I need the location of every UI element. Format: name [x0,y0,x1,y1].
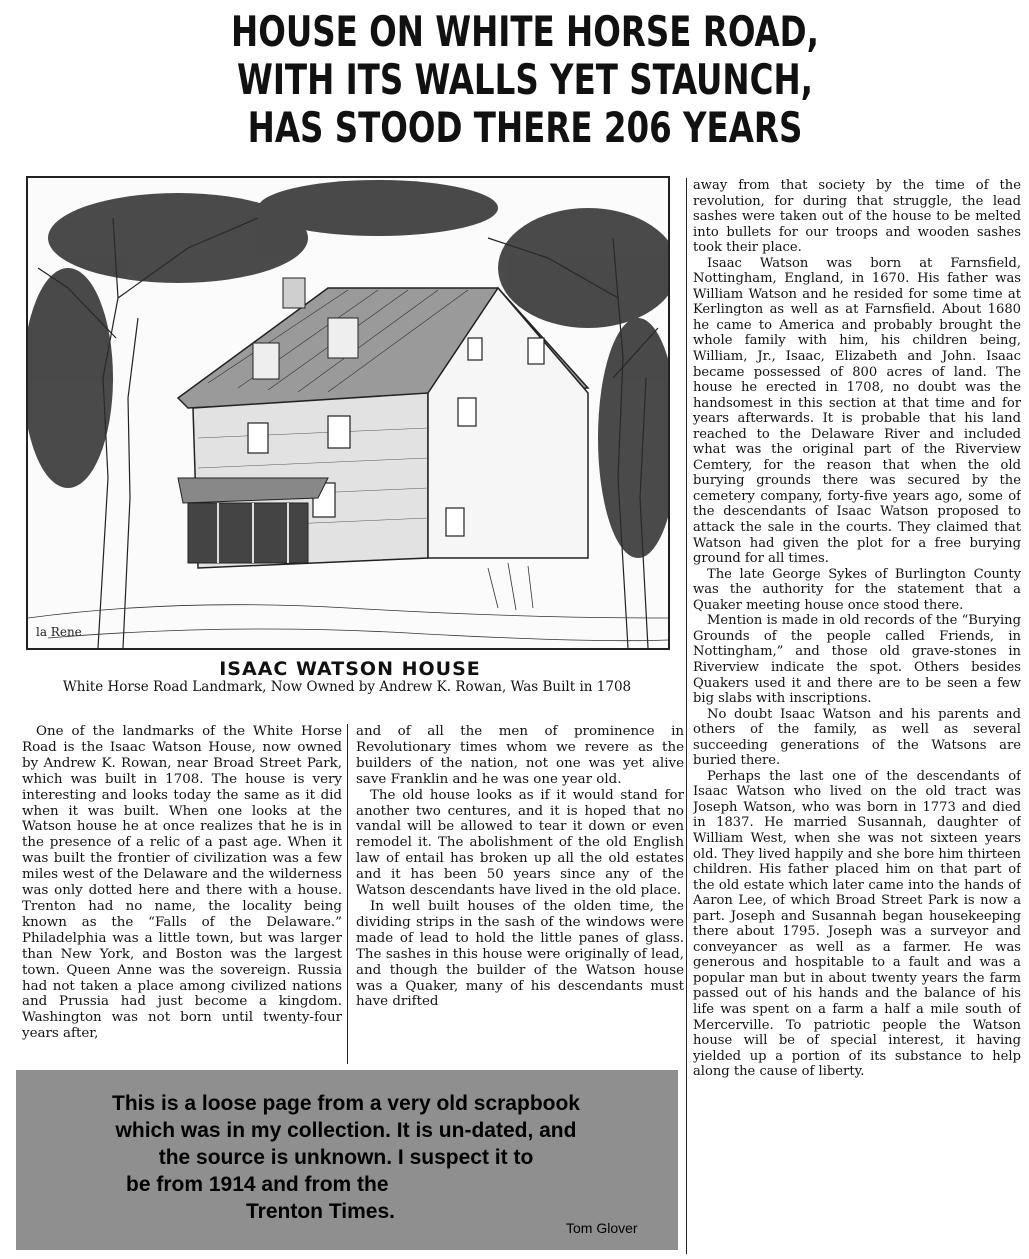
column3-paragraph-5: No doubt Isaac Watson and his parents and others of the family, as well as several succeeding generations of the Watsons are buried there. [693,706,1021,769]
column-divider-1 [347,724,348,1064]
headline-line-2: WITH ITS WALLS YET STAUNCH, [236,55,814,104]
column3-paragraph-3: The late George Sykes of Burlington County was the authority for the statement that a Quaker meeting house once stood there. [693,566,1021,613]
house-illustration [26,176,670,650]
house-sketch-image [28,178,668,648]
column2-paragraph-1: and of all the men of prominence in Revolutionary times whom we revere as the builders of the nation, not one was yet alive save Franklin and he was one year old. [356,724,684,787]
headline [177,8,874,152]
note-line-4: be from 1914 and from the [126,1173,389,1196]
note-line-2: which was in my collection. It is un-dated, and [115,1119,577,1142]
headline-line-3: HAS STOOD THERE 206 YEARS [247,103,803,152]
column3-paragraph-2: Isaac Watson was born at Farnsfield, Nottingham, England, in 1670. His father was William Watson and he resided for some time at Kerlington as well as at Farnsfield. About 1680 he came to America and probably brought the whole family with him, his children being, William, Jr., Isaac, Elizabeth and John. Isaac became possessed of 800 acres of land. The house he erected in 1708, no doubt was the handsomest in this section at that time and for years afterwards. It is probable that his land reached to the Delaware River and included what was the original part of the Riverview Cemtery, for the reason that when the old burying grounds there was secured by the cemetery company, forty-five years ago, some of the descendants of Isaac Watson proposed to attack the sale in the courts. They claimed that Watson had given the plot for a free burying ground for all times. [693,255,1021,567]
note-line-3: the source is unknown. I suspect it to [158,1146,534,1169]
illustration-signature: la Rene [36,625,82,639]
article-column-1 [22,724,342,1064]
note-line-1: This is a loose page from a very old scrapbook [112,1092,580,1115]
column-divider-2 [686,178,687,1254]
column3-paragraph-1: away from that society by the time of the revolution, for during that struggle, the lead sashes were taken out of the house to be melted into bullets for our troops and wooden sashes took their place. [693,178,1021,256]
annotation-note-text [26,1090,666,1225]
column3-paragraph-4: Mention is made in old records of the “Burying Grounds of the people called Friends, in Nottingham,” and those old grave-stones in Riverview indicate the spot. Others besides Quakers used it and there are to be seen a few big slabs with inscriptions. [693,613,1021,707]
note-line-5: Trenton Times. [246,1200,395,1223]
column3-paragraph-6: Perhaps the last one of the descendants of Isaac Watson who lived on the old tract was Joseph Watson, who was born in 1773 and died in 1837. He married Susannah, daughter of William West, when she was not sixteen years old. They lived happily and she bore him thirteen children. His father placed him on that part of the old estate which later came into the hands of Aaron Lee, of which Broad Street Park is now a part. Joseph and Susannah began housekeeping there about 1795. Joseph was a surveyor and conveyancer as well as a farmer. He was generous and hospitable to a fault and was a popular man but in about twenty years the farm passed out of his hands and the balance of his life was spent on a farm a half a mile south of Mercerville. To patriotic people the Watson house will be of special interest, it having yielded up a portion of its substance to help along the cause of liberty. [693,768,1021,1080]
column1-paragraph-1: One of the landmarks of the White Horse Road is the Isaac Watson House, now owned by Andrew K. Rowan, near Broad Street Park, which was built in 1708. The house is very interesting and looks today the same as it did when it was built. When one looks at the Watson house he at once realizes that he is in the presence of a relic of a past age. When it was built the frontier of civilization was a few miles west of the Delaware and the wilderness was only dotted here and there with a house. Trenton had no name, the locality being known as the “Falls of the Delaware.” Philadelphia was a little town, but was larger than New York, and Boston was the largest town. Queen Anne was the sovereign. Russia had not taken a place among civilized nations and Prussia had just become a kingdom. Washington was not born until twenty-four years after, [22,724,342,1042]
column2-paragraph-2: The old house looks as if it would stand for another two centures, and it is hoped that no vandal will be allowed to tear it down or even remodel it. The abolishment of the old English law of entail has broken up all the old estates and it has been 50 years since any of the Watson descendants have lived in the old place. [356,787,684,899]
article-column-3 [693,178,1021,1254]
caption-title: ISAAC WATSON HOUSE [219,658,481,680]
note-author: Tom Glover [566,1220,638,1236]
caption-subtitle: White Horse Road Landmark, Now Owned by Andrew K. Rowan, Was Built in 1708 [62,679,632,695]
headline-line-1: HOUSE ON WHITE HORSE ROAD, [231,7,819,56]
annotation-note-box [16,1070,678,1250]
column2-paragraph-3: In well built houses of the olden time, the dividing strips in the sash of the windows were made of lead to hold the little panes of glass. The sashes in this house were originally of lead, and though the builder of the Watson house was a Quaker, many of his descendants must have drifted [356,898,684,1010]
article-column-2 [356,724,684,1064]
